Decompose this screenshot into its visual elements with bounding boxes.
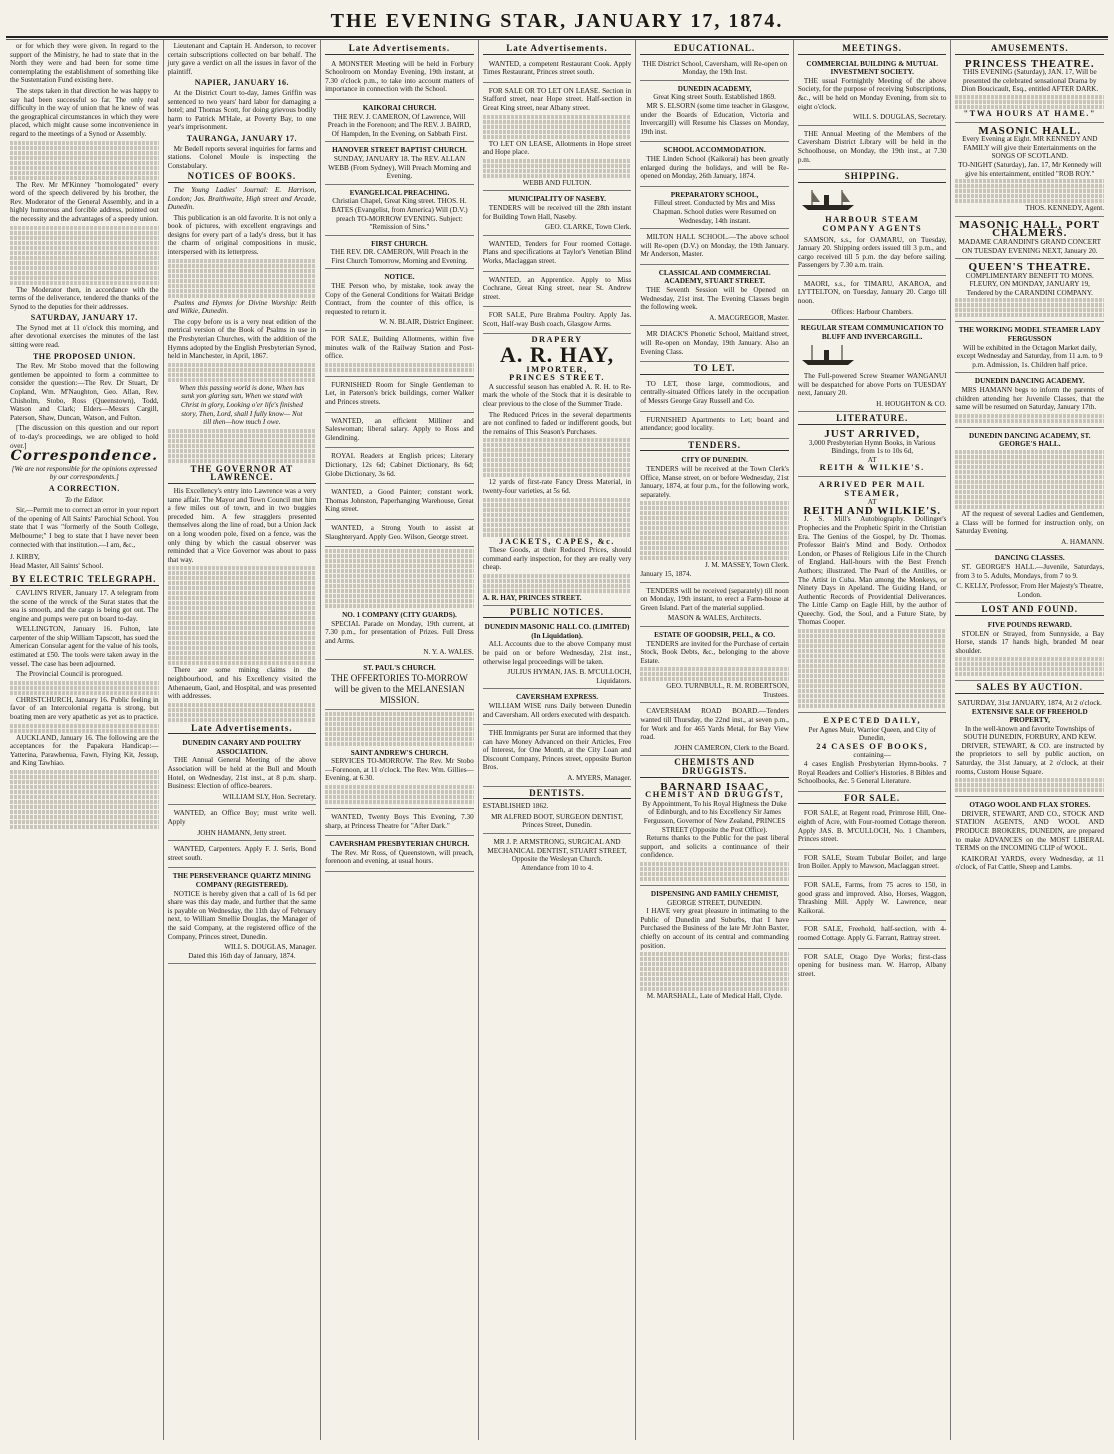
- article-text: The Moderator then, in accordance with the terms of the deliverance, tendered the thanks of the Synod to the deputies for their addresses.: [10, 285, 159, 311]
- advertisement: KAIKORAI CHURCH. THE REV. J. CAMERON, Of Lawrence, Will Preach in the Forenoon; and The REV. J. BAIRD, Of Hampden, In the Evening, on Sabbath First.: [325, 102, 474, 142]
- advertisement: DUNEDIN ACADEMY, Great King street South. Established 1869. MR S. ELSORN (some time teacher in Glasgow, under the Boards of Education, Victoria and Invercargill) will Resume his Classes on Monday, 19th inst.: [640, 83, 789, 143]
- advertisement: WANTED, a competent Restaurant Cook. Apply Times Restaurant, Princes street south.: [483, 58, 632, 83]
- tenders-heading: TENDERS.: [640, 441, 789, 452]
- advertisement: DUNEDIN CANARY AND POULTRY ASSOCIATION. THE Annual General Meeting of the above Association will be held at the Bull and Mouth Hotel, on Wednesday, 21st inst., at 8 p.m. sharp. Business: Election of office-bearers. WILLIAM SLY, Hon. Secretary.: [168, 737, 317, 805]
- advertisement: FOR SALE, Steam Tubular Boiler, and large Iron Boiler. Apply to Mawson, Maclaggan street.: [798, 852, 947, 877]
- note: [We are not responsible for the opinions expressed by our correspondents.]: [11, 464, 157, 482]
- public-notices-heading: PUBLIC NOTICES.: [483, 608, 632, 619]
- advertisement: WANTED, a Strong Youth to assist at Slaughteryard. Apply Geo. Wilson, George street.: [325, 522, 474, 547]
- advertisement: CAVERSHAM EXPRESS. WILLIAM WISE runs Daily between Dunedin and Caversham. All orders executed with despatch.: [483, 691, 632, 725]
- letter-title: A CORRECTION.: [48, 483, 120, 493]
- advertisement: WANTED, an Apprentice. Apply to Miss Cochrane, Great King street, near St. Andrew street.: [483, 274, 632, 308]
- article-text: The Synod met at 11 o'clock this morning, and after devotional exercises the minutes of the last sitting were read.: [10, 323, 159, 350]
- advertisement: JUST ARRIVED, 3,000 Presbyterian Hymn Books, in Various Bindings, from 1s to 10s 6d, AT REITH & WILKIE'S.: [798, 428, 947, 477]
- article-text: At the District Court to-day, James Griffin was sentenced to two years' hard labor for damaging a hotel; and Thomas Scott, for doing grievous bodily harm to Patrick M'Hale, at Poverty Bay, to one year's imprisonment.: [167, 88, 317, 132]
- signature: J. KIRBY, Head Master, All Saints' School.: [10, 553, 104, 570]
- advertisement: WANTED, Carpenters. Apply F. J. Seris, Bond street south.: [168, 843, 317, 868]
- advertisement: DANCING CLASSES. ST. GEORGE'S HALL.—Juvenile, Saturdays, from 3 to 5. Adults, Mondays, from 7 to 9. C. KELLY, Professor, From Her Majesty's Theatre, London.: [955, 552, 1104, 603]
- advertisement: WANTED, a Good Painter; constant work. Thomas Johnston, Paperhanging Warehouse, Great King street.: [325, 486, 474, 520]
- correspondence-heading: Correspondence.: [10, 448, 159, 465]
- advertisement: ST. PAUL'S CHURCH. THE OFFERTORIES TO-MORROW will be given to the MELANESIAN MISSION.: [325, 662, 474, 710]
- books-heading: NOTICES OF BOOKS.: [168, 172, 317, 183]
- review-text: The copy before us is a very neat edition of the metrical version of the Book of Psalms in use in the Presbyterian Churches, with the addition of the Hymns adopted by the English Presbyterian Synod, held in Manchester, in April, 1867.: [167, 317, 317, 361]
- steamship-icon: [798, 343, 858, 367]
- hay-signature: A. R. HAY, PRINCES STREET.: [483, 594, 632, 606]
- advertisement: WANTED, an Office Boy; must write well. Apply JOHN HAMANN, Jetty street.: [168, 807, 317, 841]
- ad-text: The Reduced Prices in the several departments are not confined to faded or indifferent goods, but the remains of This Season's Purchases.: [482, 410, 632, 436]
- to-let-heading: TO LET.: [640, 364, 789, 375]
- article-text: His Excellency's entry into Lawrence was a very tame affair. The Mayor and Town Council met him a few miles out of town, and in two buggies preceded him. A few stragglers presented themselves along the line of road, but a Union Jack on a long wooden pole, fixed on a fence, was the only thing by which the casual observer was reminded that a Vice Governor was about to pass that way.: [167, 486, 317, 564]
- telegram: The Provincial Council is prorogued.: [16, 670, 123, 679]
- advertisement: HANOVER STREET BAPTIST CHURCH. SUNDAY, JANUARY 18. The REV. ALLAN WEBB (From Sydney), Will Preach Morning and Evening.: [325, 144, 474, 184]
- advertisement: ARRIVED PER MAIL STEAMER, AT REITH AND WILKIE'S. J. S. Mill's Autobiography. Dollinger's Prophecies and the Prophetic Spirit in the Christian Era. The Genius of the Gospel, by Dr. Thomas. Professor Bain's Mind and Body. Orthodox London, or Phases of Religious Life in the Church of England. Hall-hours with the Best French Authors; illustrated. The Pearl of the Antilles, or The Artist in Cuba. Man among the Monkeys, or Ninety Days in Apeland. The Guiding Hand, or Authentic Records of Providential Deliverances. The Little Camp on Eagle Hill, by the author of Queechy. God, the Soul, and a Future State, by Thomas Cooper.: [798, 479, 947, 713]
- advertisement: FOR SALE, Building Allotments, within five minutes walk of the Railway Station and Post-office.: [325, 333, 474, 377]
- date-heading: SATURDAY, JANUARY 17.: [30, 313, 138, 323]
- advertisement: THE District School, Caversham, will Re-open on Monday, the 19th Inst.: [640, 58, 789, 81]
- letter-to: To the Editor.: [64, 495, 104, 504]
- lost-found-heading: LOST AND FOUND.: [955, 605, 1104, 616]
- article-text: Mr Bedell reports several inquiries for farms and stations. Colonel Moule is inspecting the Constabulary.: [167, 144, 317, 170]
- advertisement: A MONSTER Meeting will be held in Forbury Schoolroom on Monday Evening, 19th instant, at 7.30 o'clock p.m., to take into account matters of importance in connection with the School.: [325, 58, 474, 100]
- late-ads-heading: Late Advertisements.: [325, 44, 474, 55]
- advertisement: FOR SALE, Otago Dye Works; first-class opening for business man. W. Harrop, Albany street.: [797, 952, 947, 978]
- harbour-heading: HARBOUR STEAM COMPANY AGENTS: [822, 215, 923, 233]
- newspaper-page: [6, 6, 1108, 1442]
- advertisement: FOR SALE, Pure Brahma Poultry. Apply Jas. Scott, Half-way Bush coach, Glasgow Arms.: [483, 309, 632, 334]
- dateline: TAURANGA, JANUARY 17.: [186, 133, 297, 143]
- advertisement: FURNISHED Room for Single Gentleman to Let, in Paterson's brick buildings, corner Walker and Princes streets.: [325, 379, 474, 413]
- advertisement: PREPARATORY SCHOOL, Filleul street. Conducted by Mrs and Miss Chapman. School duties were Resumed on Wednesday, 14th instant.: [640, 189, 789, 229]
- advertisement: PRINCESS THEATRE. THIS EVENING (Saturday), JAN. 17, Will be presented the celebrated sensational Drama by Dion Boucicault, Esq., entitled AFTER DARK. "TWA HOURS AT HAME.": [955, 58, 1104, 123]
- masthead-title: THE EVENING STAR, JANUARY 17, 1874.: [330, 9, 784, 32]
- column-2: [163, 40, 321, 1440]
- dentists-heading: DENTISTS.: [483, 789, 632, 800]
- literature-heading: LITERATURE.: [798, 414, 947, 425]
- advertisement: MAORI, s.s., for TIMARU, AKAROA, and LYTTELTON, on Tuesday, January 20. Cargo till noon. Offices: Harbour Chambers.: [798, 278, 947, 320]
- column-3: [320, 40, 478, 1440]
- advertisement: SAMSON, s.s., for OAMARU, on Tuesday, January 20. Shipping orders issued till 3 p.m., and cargo received till 5 p.m. the day before sailing. Passengers by 7.30 a.m. train.: [798, 234, 947, 276]
- advertisement: TO LET, those large, commodious, and centrally-situated Offices lately in the occupation of Messrs George Gray Russell and Co.: [640, 378, 789, 412]
- article-text: There are some mining claims in the neighbourhood, and his Excellency visited the Athenaeum, Gaol, and Hospital, and was presented with addresses.: [167, 666, 317, 701]
- advertisement: SAINT ANDREW'S CHURCH. SERVICES TO-MORROW. The Rev. Mr Stobo—Forenoon, at 11 o'clock. The Rev. Wm. Gillies—Evening, at 6.30.: [325, 747, 474, 809]
- advertisement: FIRST CHURCH. THE REV. DR. CAMERON, Will Preach in the First Church Tomorrow, Morning and Evening.: [325, 238, 474, 270]
- column-7: [950, 40, 1108, 1440]
- column-4: [478, 40, 636, 1440]
- advertisement: THE Immigrants per Surat are informed that they can have Money Advanced on their Articles, Free of Interest, for One Month, at the City Loan and Discount Company, Princes street, opposite Burton Bros. A. MYERS, Manager.: [483, 727, 632, 787]
- advertisement: DUNEDIN DANCING ACADEMY. MRS HAMANN begs to inform the parents of children attending her Juvenile Classes, that the same will be resumed on Saturday, January 17th.: [955, 375, 1104, 427]
- advertisement: DUNEDIN MASONIC HALL CO. (LIMITED) (In Liquidation). ALL Accounts due to the above Company must be paid on or before Wednesday, 21st inst., otherwise legal proceedings will be taken. JULIUS HYMAN, JAS. B. M'CULLOCH, Liquidators.: [483, 621, 632, 689]
- established: ESTABLISHED 1862.: [482, 802, 549, 811]
- late-ads-heading: Late Advertisements.: [168, 724, 317, 735]
- review-title: Psalms and Hymns for Divine Worship: Reith and Wilkie, Dunedin.: [167, 298, 317, 316]
- chemists-heading: CHEMISTS AND DRUGGISTS.: [640, 758, 789, 777]
- advertisement: TENDERS will be received (separately) till noon on Monday, 19th instant, to erect a Farm-house at Green Island. Part of the material supplied. MASON & WALES, Architects.: [640, 585, 789, 627]
- review-title: The Young Ladies' Journal: E. Harrison, London; Jas. Braithwaite, High street and Arcade, Dunedin.: [167, 185, 317, 212]
- advertisement: OTAGO WOOL AND FLAX STORES. DRIVER, STEWART, AND CO., STOCK AND STATION AGENTS, AND WOOL AND PRODUCE BROKERS, DUNEDIN, are prepared to make ADVANCES on the MOST LIBERAL TERMS on the INCOMING CLIP of WOOL. KAIKORAI YARDS, every Wednesday, at 11 o'clock, of Fat Cattle, Sheep and Lambs.: [955, 801, 1105, 872]
- ad-text: These Goods, at their Reduced Prices, should command early inspection, for they are really very cheap.: [482, 546, 632, 572]
- hay-subtitle: IMPORTER,: [526, 364, 588, 374]
- telegram: CHRISTCHURCH, January 16. Public feeling in favor of an Intercolonial regatta is strong, but boating men are very apathetic as yet as to practice.: [10, 695, 159, 722]
- advertisement: CAVERSHAM ROAD BOARD.—Tenders wanted till Thursday, the 22nd inst., at seven p.m., for Work and for 465 Yards Metal, for Bay View road. JOHN CAMERON, Clerk to the Board.: [640, 705, 789, 756]
- review-text: This publication is an old favorite. It is not only a book of pictures, with excellent engravings and designs for every part of a lady's dress, but it has the charm of original compositions in music, interspersed with its letterpress.: [167, 213, 317, 257]
- advertisement: EXPECTED DAILY, Per Agnes Muir, Warrior Queen, and City of Dunedin, 24 CASES OF BOOKS, containing— 4 cases English Presbyterian Hymn-books. 7 Royal Readers and Collier's Histories. 8 Bibles and Schoolbooks, &c. 5 General Literature.: [798, 715, 947, 792]
- ad-text: 12 yards of first-rate Fancy Dress Material, in twenty-four varieties, at 5s 6d.: [482, 478, 632, 495]
- article-text: or for which they were given. In regard to the support of the Ministry, he had to state that in the North they were and had been for some time contemplating the establishment of something like the Sustentation Fund existing here.: [10, 42, 159, 85]
- advertisement: WANTED, Twenty Boys This Evening, 7.30 sharp, at Princess Theatre for "After Dark.": [325, 811, 474, 836]
- advertisement: FOR SALE, Farms, from 75 acres to 150, in good grass and improved. Also, Horses, Waggon, Thrashing Mill. Apply W. Lawrence, near Kaikorai.: [798, 879, 947, 921]
- advertisement: CLASSICAL AND COMMERCIAL ACADEMY, STUART STREET. THE Seventh Session will be Opened on Wednesday, 21st inst. The Evening Classes begin the following week. A. MACGREGOR, Master.: [640, 267, 789, 327]
- sub-heading: THE PROPOSED UNION.: [32, 351, 136, 361]
- hay-title: A. R. HAY,: [499, 342, 615, 368]
- advertisement: EVANGELICAL PREACHING. Christian Chapel, Great King street. THOS. H. BATES (Evangelist, from America) Will (D.V.) preach TO-MORROW EVENING. Subject: "Remission of Sins.": [325, 187, 474, 236]
- drapery-label: DRAPERY: [531, 335, 583, 345]
- educational-heading: EDUCATIONAL.: [640, 44, 789, 55]
- advertisement: SATURDAY, 31st JANUARY, 1874, At 2 o'clock. EXTENSIVE SALE OF FREEHOLD PROPERTY, In the well-known and favorite Townships of SOUTH DUNEDIN, FORBURY, AND KEW. DRIVER, STEWART, & CO. are instructed by the proprietors to sell by public auction, on Saturday, the 31st January, at 2 o'clock, at their rooms, Custom House Square.: [955, 697, 1104, 797]
- article-text: [The discussion on this question and our report of to-day's proceedings, we are obliged to hold over.]: [10, 424, 159, 450]
- advertisement: BARNARD ISAAC, CHEMIST AND DRUGGIST, By Appointment, To his Royal Highness the Duke of Edinburgh, and to his Excellency Sir James Fergusson, Governor of New Zealand, PRINCES STREET (Opposite the Post Office). Returns thanks to the Public for the past liberal support, and solicits a continuance of their confidence.: [640, 781, 789, 886]
- article-text: The Rev. Mr M'Kinney "homologated" every word of the speech delivered by his brother, the Rev. Moderator of the General Assembly, and in a highly humorous and forcible address, pointed out the necessity and the advantages of a speedy union.: [10, 180, 159, 223]
- advertisement: CAVERSHAM PRESBYTERIAN CHURCH. The Rev. Mr Ross, of Queenstown, will preach, forenoon and evening, at usual hours.: [325, 838, 474, 872]
- advertisement: MILTON HALL SCHOOL.—The above school will Re-open (D.V.) on Monday, the 19th January. Mr Anderson, Master.: [640, 231, 789, 265]
- advertisement: DUNEDIN DANCING ACADEMY, ST. GEORGE'S HALL. AT the request of several Ladies and Gentlemen, a Class will be formed for instruction only, on Saturday Evening. A. HAMANN.: [955, 430, 1104, 551]
- telegram: CAVLIN'S RIVER, January 17. A telegram from the scene of the wreck of the Surat states that the sea is smooth, and the cargo is being got out. The engine and pumps were put on board to-day.: [10, 588, 159, 623]
- column-5: [635, 40, 793, 1440]
- advertisement: MASONIC HALL. Every Evening at Eight. MR KENNEDY AND FAMILY will give their Entertainments on the SONGS OF SCOTLAND. TO-NIGHT (Saturday), Jan. 17, Mr Kennedy will give his entertainment, entitled "ROB ROY." THOS. KENNEDY, Agent.: [955, 125, 1104, 217]
- advertisement: MUNICIPALITY OF NASEBY. TENDERS will be received till the 28th instant for Building Town Hall, Naseby. GEO. CLARKE, Town Clerk.: [483, 193, 632, 235]
- governor-heading: THE GOVERNOR AT LAWRENCE.: [168, 465, 317, 484]
- advertisement: FOR SALE, Freehold, half-section, with 4-roomed Cottage. Apply G. Farrant, Rattray street.: [798, 923, 947, 948]
- article-text: The Rev. Mr Stobo moved that the following gentlemen be appointed to form a committee to consider the question:—The Rev. Dr Stuart, Dr Copland, Wm. M'Naughton, Geo. Allan, Rev. Chisholm, Stobo, Ross (Queenstown), Todd, Watson and Clark; Elders—Messrs Cargill, Paterson, Shaw, Duncan, Watson, and Fulton.: [10, 362, 159, 422]
- poem: When this passing world is done, When has sunk yon glaring sun, When we stand with Christ in glory, Looking o'er life's finished story, Then, Lord, shall I fully know— Not till then—how much I owe.: [179, 383, 305, 427]
- article-text: The steps taken in that direction he was happy to say had been successful so far. The only real difficulty in the way of union that he knew of was the geographical circumstances in which they were placed, which might cause some inconvenience in regard to the meetings of a Synod or Assembly.: [10, 86, 159, 138]
- shipping-heading: SHIPPING.: [798, 172, 947, 183]
- advertisement: THE WORKING MODEL STEAMER LADY FERGUSSON Will be exhibited in the Octagon Market daily, except Wednesday and Saturday, from 11 a.m. to 9 p.m. Admission, 1s. Children half price.: [955, 324, 1104, 373]
- advertisement: NOTICE. THE Person who, by mistake, took away the Copy of the General Conditions for Waitati Bridge Contract, from the counter of this office, is requested to return it. W. N. BLAIR, District Engineer.: [325, 271, 474, 331]
- advertisement: ESTATE OF GOODSIR, PELL, & CO. TENDERS are invited for the Purchase of certain Stock, Book Debts, &c., belonging to the above Estate. GEO. TURNBULL, R. M. ROBERTSON, Trustees.: [640, 629, 789, 704]
- advertisement: WANTED, an efficient Milliner and Saleswoman; liberal salary. Apply to Ross and Glendining.: [325, 415, 474, 449]
- advertisement: QUEEN'S THEATRE. COMPLIMENTARY BENEFIT TO MONS. FLEURY, ON MONDAY, JANUARY 19, Tendered by the CARANDINI COMPANY.: [955, 261, 1104, 322]
- for-sale-heading: FOR SALE.: [798, 794, 947, 805]
- auction-heading: SALES BY AUCTION.: [955, 683, 1104, 694]
- advertisement: FIVE POUNDS REWARD. STOLEN or Strayed, from Sunnyside, a Bay Horse, stands 17 hands high, branded M near shoulder.: [955, 619, 1104, 681]
- masthead: [6, 6, 1108, 38]
- advertisement: FURNISHED Apartments to Let; board and attendance; good locality.: [640, 414, 789, 439]
- dateline: NAPIER, JANUARY 16.: [194, 78, 289, 88]
- column-6: [793, 40, 951, 1440]
- hay-street: PRINCES STREET.: [509, 373, 605, 383]
- advertisement: SCHOOL ACCOMMODATION. THE Linden School (Kaikorai) has been greatly enlarged during the holidays, and will be Re-opened on Monday, 26th January, 1874.: [640, 144, 789, 186]
- meetings-heading: MEETINGS.: [798, 44, 947, 55]
- telegram: WELLINGTON, January 16. Fulton, late carpenter of the ship William Tapscott, has sued the American Consular agent for the value of his tools, estimated at £50. The tools were taken away in the vessel. The case has been adjourned.: [10, 625, 159, 668]
- advertisement: MR DIACK'S Phonetic School, Maitland street, will Re-open on Monday, 19th January. Also an Evening Class.: [640, 328, 789, 362]
- ad-text: A successful season has enabled A. R. H. to Re-mark the whole of the Stock that it is desirable to clear previous to the close of the Summer Trade.: [482, 382, 632, 409]
- columns: [6, 39, 1108, 1440]
- advertisement: MR J. P. ARMSTRONG, SURGICAL AND MECHANICAL DENTIST, STUART STREET, Opposite the Wesleyan Church. Attendance from 10 to 4.: [487, 838, 627, 872]
- column-1: [6, 40, 163, 1440]
- letter-text: Sir,—Permit me to correct an error in your report of the opening of All Saints' Parochial School. You state that I was "formerly of the South College, Melbourne;" I beg to state that I have never been connected with that institution.—I am, &c.,: [10, 506, 159, 549]
- advertisement: CITY OF DUNEDIN. TENDERS will be received at the Town Clerk's Office, Manse street, on or before Wednesday, 21st January, 1874, at four p.m., for the following work, separately. J. M. MASSEY, Town Clerk. January 15, 1874.: [640, 454, 789, 582]
- advertisement: FOR SALE, at Regent road, Primrose Hill, One-eighth of Acre, with Four-roomed Cottage thereon. Apply JAS. B. M'CULLOCH, No. 1 Chambers, Princes street.: [798, 807, 947, 849]
- article-text: Lieutenant and Captain H. Anderson, to recover certain subscriptions collected on bar behalf. The jury gave a verdict on all the issues in favor of the plaintiff.: [167, 42, 317, 76]
- advertisement: MASONIC HALL, PORT CHALMERS. MADAME CARANDINI'S GRAND CONCERT ON TUESDAY EVENING NEXT, January 20.: [955, 219, 1104, 259]
- advertisement: THE Annual Meeting of the Members of the Caversham District Library will be held in the Schoolhouse, on Monday, the 19th inst., at 7.30 p.m.: [798, 128, 947, 170]
- advertisement: THE PERSEVERANCE QUARTZ MINING COMPANY (REGISTERED). NOTICE is hereby given that a call of 1s 6d per share was this day made, and further that the same is payable on Wednesday, the 11th day of February next, to William Smellie Douglas, the Manager of the said Company, at the registered office of the Company, Princes street, Dunedin. WILL S. DOUGLAS, Manager. Dated this 16th day of January, 1874.: [168, 870, 317, 964]
- advertisement: DISPENSING AND FAMILY CHEMIST, GEORGE STREET, DUNEDIN. I HAVE very great pleasure in intimating to the Public of Dunedin and Suburbs, that I have Purchased the Business of the late Mr John Baxter, chiefly on account of its central and commanding position. M. MARSHALL, Late of Medical Hall, Clyde.: [640, 889, 789, 1001]
- advertisement: FOR SALE OR TO LET ON LEASE. Section in Stafford street, near Hope street. Half-section in Great King street, near Albany street. TO LET ON LEASE, Allotments in Hope street and Hope place. WEBB AND FULTON.: [483, 85, 632, 192]
- advertisement: REGULAR STEAM COMMUNICATION TO BLUFF AND INVERCARGILL. The Full-powered Screw Steamer WANGANUI will be despatched for above Ports on TUESDAY next, January 20. H. HOUGHTON & CO.: [798, 322, 947, 412]
- advertisement: COMMERCIAL BUILDING & MUTUAL INVESTMENT SOCIETY. THE usual Fortnightly Meeting of the above Society, for the purpose of receiving Subscriptions, &c., will be held on Monday Evening, from six to eight o'clock. WILL S. DOUGLAS, Secretary.: [798, 58, 947, 126]
- telegram: AUCKLAND, January 16. The following are the acceptances for the Papakura Handicap:—Yatterina, Parawhenua, Fawn, Flying Kit, Jessup, and King Tawhiao.: [10, 733, 159, 768]
- advertisement: WANTED, Tenders for Four roomed Cottage. Plans and specifications at Taylor's Venetian Blind Works, Maclaggan street.: [483, 238, 632, 272]
- advertisement: NO. 1 COMPANY (CITY GUARDS). SPECIAL Parade on Monday, 19th current, at 7.30 p.m., for presentation of Prizes. Full Dress and Arms. N. Y. A. WALES.: [325, 609, 474, 660]
- amusements-heading: AMUSEMENTS.: [955, 44, 1104, 55]
- late-ads-heading: Late Advertisements.: [483, 44, 632, 55]
- advertisement: ROYAL Readers at English prices; Literary Dictionary, 12s 6d; Cabinet Dictionary, 8s 6d; Globe Dictionary, 3s 6d.: [325, 450, 474, 484]
- steamship-icon: [798, 188, 858, 212]
- telegraph-heading: BY ELECTRIC TELEGRAPH.: [10, 575, 159, 586]
- advertisement: MR ALFRED BOOT, SURGEON DENTIST, Princes Street, Dunedin.: [483, 811, 632, 834]
- jackets-heading: JACKETS, CAPES, &c.: [499, 536, 615, 546]
